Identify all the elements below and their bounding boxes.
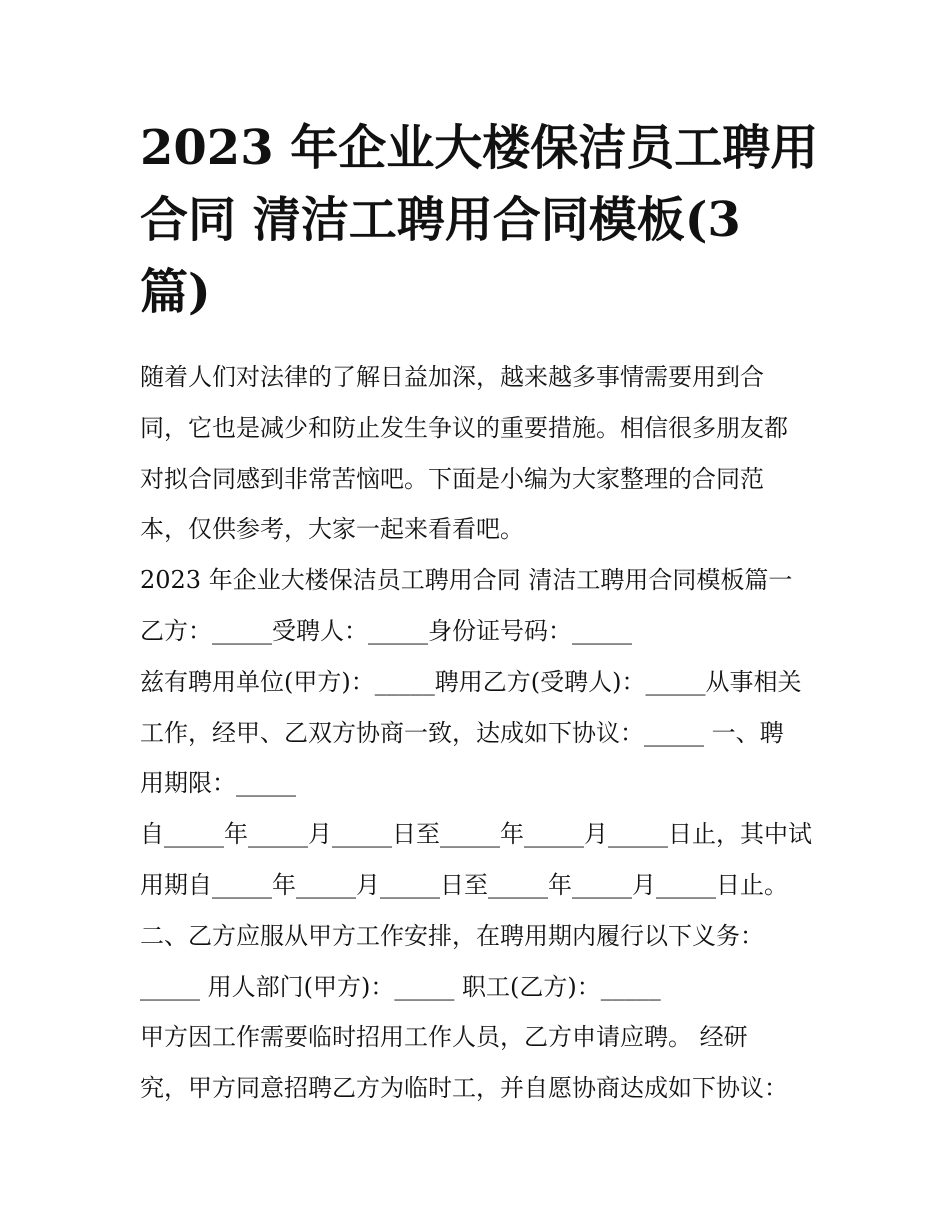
title-line-3: 篇) (140, 264, 211, 320)
body-line: 用期限：_____ (140, 769, 296, 798)
body-line: 自_____年_____月_____日至_____年_____月_____日止，其中试 (140, 820, 812, 849)
body-line: 随着人们对法律的了解日益加深，越来越多事情需要用到合 (140, 363, 764, 391)
document-page (140, 112, 830, 1114)
body-line: 本，仅供参考，大家一起来看看吧。 (140, 515, 524, 544)
document-body (140, 352, 830, 1114)
body-line: _____ 用人部门(甲方)：_____ 职工(乙方)：_____ (140, 972, 661, 1001)
body-line: 究，甲方同意招聘乙方为临时工，并自愿协商达成如下协议： (140, 1074, 788, 1103)
body-line: 工作，经甲、乙双方协商一致，达成如下协议：_____ 一、聘 (140, 718, 784, 747)
body-line: 甲方因工作需要临时招用工作人员，乙方申请应聘。 经研 (140, 1023, 748, 1052)
body-line: 同，它也是减少和防止发生争议的重要措施。相信很多朋友都 (140, 413, 788, 442)
body-line: 用期自_____年_____月_____日至_____年_____月_____日止。 (140, 870, 788, 899)
title-line-2: 合同 清洁工聘用合同模板(3 (140, 192, 741, 248)
body-line: 对拟合同感到非常苦恼吧。下面是小编为大家整理的合同范 (140, 464, 764, 493)
body-line: 乙方：_____受聘人：_____身份证号码：_____ (140, 616, 632, 645)
title-line-1: 2023 年企业大楼保洁员工聘用 (140, 120, 819, 176)
document-title (140, 112, 830, 328)
body-line: 兹有聘用单位(甲方)：_____聘用乙方(受聘人)：_____从事相关 (140, 667, 802, 696)
section-heading: 2023 年企业大楼保洁员工聘用合同 清洁工聘用合同模板篇一 (140, 566, 793, 595)
body-line: 二、乙方应服从甲方工作安排，在聘用期内履行以下义务： (140, 921, 764, 950)
